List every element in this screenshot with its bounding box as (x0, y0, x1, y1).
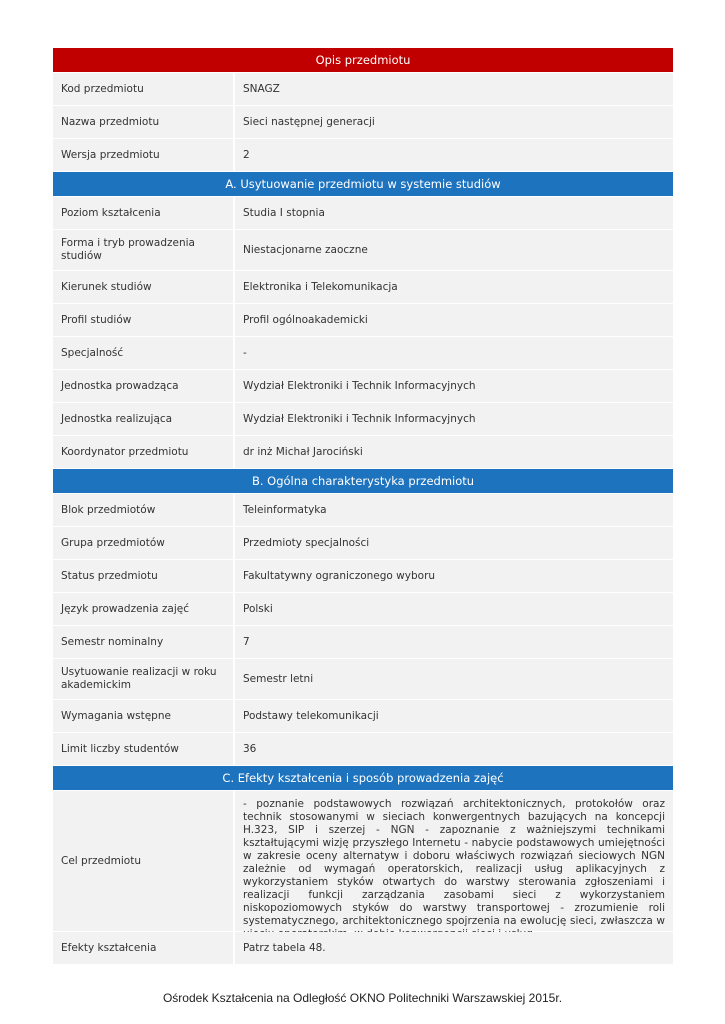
row-label: Wersja przedmiotu (53, 139, 233, 171)
row-label: Cel przedmiotu (53, 791, 233, 931)
row-label: Poziom kształcenia (53, 197, 233, 229)
section-b-header: B. Ogólna charakterystyka przedmiotu (53, 469, 673, 493)
row-label: Nazwa przedmiotu (53, 106, 233, 138)
row-value: dr inż Michał Jarociński (235, 436, 673, 468)
table-row (53, 626, 673, 658)
row-value: 7 (235, 626, 673, 658)
row-value: Patrz tabela 48. (235, 932, 673, 964)
row-value: Semestr letni (235, 659, 673, 699)
table-row (53, 494, 673, 526)
row-value: Podstawy telekomunikacji (235, 700, 673, 732)
row-label: Blok przedmiotów (53, 494, 233, 526)
row-label: Język prowadzenia zajęć (53, 593, 233, 625)
row-value: Niestacjonarne zaoczne (235, 230, 673, 270)
table-row (53, 593, 673, 625)
table-row (53, 106, 673, 138)
row-label: Jednostka realizująca (53, 403, 233, 435)
course-description-table (53, 48, 673, 965)
row-label: Jednostka prowadząca (53, 370, 233, 402)
table-row (53, 436, 673, 468)
row-value: 36 (235, 733, 673, 765)
row-label: Wymagania wstępne (53, 700, 233, 732)
row-label: Grupa przedmiotów (53, 527, 233, 559)
row-value: Teleinformatyka (235, 494, 673, 526)
table-row (53, 304, 673, 336)
table-row (53, 560, 673, 592)
row-value: - (235, 337, 673, 369)
row-value: Polski (235, 593, 673, 625)
section-a-header: A. Usytuowanie przedmiotu w systemie studiów (53, 172, 673, 196)
row-value: Fakultatywny ograniczonego wyboru (235, 560, 673, 592)
table-row (53, 791, 673, 931)
row-label: Status przedmiotu (53, 560, 233, 592)
row-value: Elektronika i Telekomunikacja (235, 271, 673, 303)
row-value: Sieci następnej generacji (235, 106, 673, 138)
row-value: Profil ogólnoakademicki (235, 304, 673, 336)
section-c-header: C. Efekty kształcenia i sposób prowadzenia zajęć (53, 766, 673, 790)
table-row (53, 271, 673, 303)
table-row (53, 197, 673, 229)
row-label: Forma i tryb prowadzenia studiów (53, 230, 233, 270)
row-label: Usytuowanie realizacji w roku akademickim (53, 659, 233, 699)
table-row (53, 73, 673, 105)
row-label: Kod przedmiotu (53, 73, 233, 105)
row-label: Koordynator przedmiotu (53, 436, 233, 468)
table-row (53, 733, 673, 765)
row-value: 2 (235, 139, 673, 171)
table-row (53, 659, 673, 699)
table-header: Opis przedmiotu (53, 48, 673, 72)
table-row (53, 527, 673, 559)
row-label: Kierunek studiów (53, 271, 233, 303)
table-row (53, 700, 673, 732)
row-label: Efekty kształcenia (53, 932, 233, 964)
row-label: Specjalność (53, 337, 233, 369)
row-value: Wydział Elektroniki i Technik Informacyjnych (235, 403, 673, 435)
row-value: Studia I stopnia (235, 197, 673, 229)
course-goal-text: - poznanie podstawowych rozwiązań architektonicznych, protokołów oraz technik stosowanymi w sieciach konwergentnych bazujących na koncepcji H.323, SIP i szerzej - NGN - zapoznanie z ważniejszymi technikami kształtującymi wizję przyszłego Internetu - nabycie podstawowych umiejętności w zakresie oceny alternatyw i doboru właściwych rozwiązań sieciowych NGN zależnie od wymagań operatorskich, realizacji usług aplikacyjnych z wykorzystaniem styków otwartych do warstwy sterowania zgłoszeniami i realizacji funkcji zarządzania zasobami sieci z wykorzystaniem niskopoziomowych styków do warstwy transportowej - zrozumienie roli systematycznego, architektonicznego spojrzenia na ewolucję sieci, zwłaszcza w (235, 791, 673, 931)
table-row (53, 932, 673, 964)
table-row (53, 139, 673, 171)
row-value: SNAGZ (235, 73, 673, 105)
row-label: Limit liczby studentów (53, 733, 233, 765)
page-footer: Ośrodek Kształcenia na Odległość OKNO Politechniki Warszawskiej 2015r. (162, 991, 563, 1005)
row-label: Profil studiów (53, 304, 233, 336)
row-value: Wydział Elektroniki i Technik Informacyjnych (235, 370, 673, 402)
table-row (53, 403, 673, 435)
table-row (53, 230, 673, 270)
row-label: Semestr nominalny (53, 626, 233, 658)
table-row (53, 337, 673, 369)
row-value: Przedmioty specjalności (235, 527, 673, 559)
table-row (53, 370, 673, 402)
